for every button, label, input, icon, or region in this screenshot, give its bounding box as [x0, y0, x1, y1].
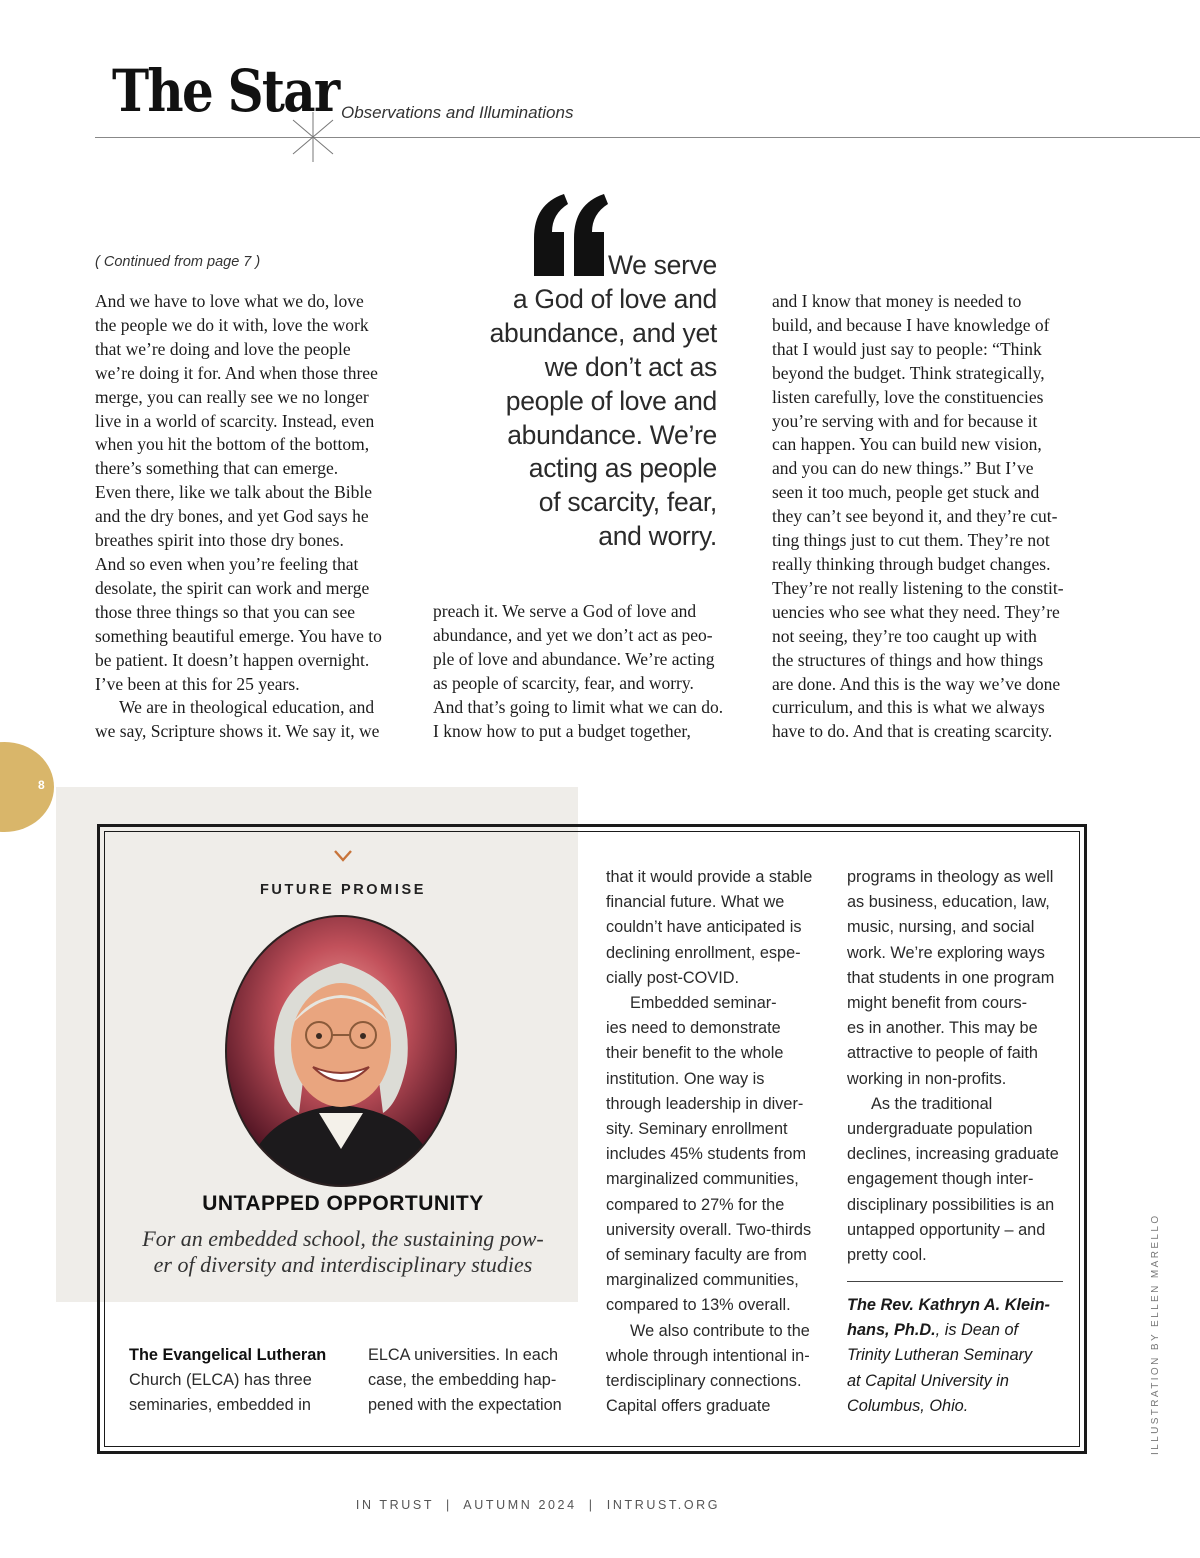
sidebar-column-1 [129, 1343, 326, 1419]
text-line: music, nursing, and social [847, 918, 1035, 937]
text-line: includes 45% students from [606, 1145, 807, 1164]
pull-quote-line: people of love and [505, 385, 717, 416]
text-line: compared to 27% for the [606, 1195, 785, 1214]
text-line: you’re serving with and for because it [772, 410, 1038, 431]
dek-line: For an embedded school, the sustaining pow- [142, 1226, 544, 1251]
text-line: listen carefully, love the constituencies [772, 386, 1044, 407]
bio-text: Columbus, Ohio. [847, 1396, 969, 1415]
text-line: working in non-profits. [847, 1069, 1007, 1088]
pull-quote-line: abundance. We’re [507, 419, 717, 450]
chevron-down-icon [332, 848, 354, 864]
text-line: I know how to put a budget together, [433, 720, 691, 741]
page-footer: IN TRUST | AUTUMN 2024 | INTRUST.ORG [355, 1498, 721, 1512]
pull-quote-line: abundance, and yet [489, 317, 717, 348]
page-number: 8 [38, 778, 45, 792]
text-line: not seeing, they’re too caught up with [772, 625, 1037, 646]
text-line: that it would provide a stable [606, 868, 813, 886]
section-subtitle: Observations and Illuminations [341, 103, 574, 122]
text-line: We also contribute to the [630, 1321, 810, 1340]
text-line: compared to 13% overall. [606, 1296, 791, 1315]
sidebar-column-3 [606, 865, 812, 1419]
text-line: pretty cool. [847, 1246, 927, 1265]
sidebar-lead-bold: The Evangelical Lutheran [129, 1346, 327, 1364]
text-line: untapped opportunity – and [847, 1220, 1046, 1239]
text-line: of seminary faculty are from [606, 1246, 807, 1265]
sidebar-column-2 [368, 1343, 562, 1419]
text-line: sity. Seminary enrollment [606, 1120, 788, 1139]
pull-quote-line: of scarcity, fear, [538, 487, 717, 518]
text-line: as people of scarcity, fear, and worry. [433, 672, 694, 693]
text-line: ies need to demonstrate [606, 1019, 781, 1038]
text-line: ple of love and abundance. We’re acting [433, 648, 715, 669]
pull-quote-line: We serve [607, 250, 717, 280]
text-line: institution. One way is [606, 1069, 765, 1088]
text-line: We are in theological education, and [119, 697, 375, 718]
text-line: I’ve been at this for 25 years. [95, 673, 300, 694]
text-line: programs in theology as well [847, 868, 1054, 886]
text-line: attractive to people of faith [847, 1044, 1038, 1063]
text-line: desolate, the spirit can work and merge [95, 577, 370, 598]
text-line: build, and because I have knowledge of [772, 314, 1050, 335]
text-line: case, the embedding hap- [368, 1371, 557, 1390]
text-line: Even there, like we talk about the Bible [95, 482, 372, 503]
text-line: really thinking through budget changes. [772, 553, 1051, 574]
header-rule [95, 137, 1200, 138]
bio-name-suffix: hans, Ph.D. [847, 1321, 936, 1340]
text-line: abundance, and yet we don’t act as peo- [433, 624, 713, 645]
text-line: Capital offers graduate [606, 1397, 771, 1416]
text-line: Embedded seminar- [630, 994, 777, 1013]
text-line: work. We’re exploring ways [847, 943, 1045, 962]
text-line: couldn’t have anticipated is [606, 918, 802, 937]
text-line: seminaries, embedded in [129, 1396, 311, 1415]
article-column-1 [95, 290, 415, 744]
sidebar-dek [104, 1226, 582, 1278]
text-line: the people we do it with, love the work [95, 314, 369, 335]
text-line: when you hit the bottom of the bottom, [95, 434, 370, 455]
text-line: and you can do new things.” But I’ve [772, 458, 1034, 479]
illustration-credit: ILLUSTRATION BY ELLEN MARELLO [1150, 1213, 1161, 1455]
text-line: marginalized communities, [606, 1170, 799, 1189]
text-line: be patient. It doesn’t happen overnight. [95, 649, 370, 670]
text-line: undergraduate population [847, 1120, 1033, 1139]
text-line: whole through intentional in- [606, 1346, 810, 1365]
text-line: marginalized communities, [606, 1271, 799, 1290]
text-line: preach it. We serve a God of love and [433, 601, 697, 621]
bio-divider [847, 1281, 1063, 1282]
text-line: cially post-COVID. [606, 968, 739, 987]
text-line: And so even when you’re feeling that [95, 553, 359, 574]
text-line: might benefit from cours- [847, 994, 1028, 1013]
text-line: engagement though inter- [847, 1170, 1034, 1189]
text-line: as business, education, law, [847, 893, 1050, 912]
text-line: we say, Scripture shows it. We say it, we [95, 721, 380, 742]
text-line: that students in one program [847, 968, 1055, 987]
text-line: terdisciplinary connections. [606, 1372, 802, 1391]
masthead-title: The Star [112, 57, 339, 125]
text-line: their benefit to the whole [606, 1044, 784, 1063]
text-line: live in a world of scarcity. Instead, even [95, 410, 375, 431]
text-line: financial future. What we [606, 893, 785, 912]
text-line: the structures of things and how things [772, 649, 1044, 670]
text-line: breathes spirit into those dry bones. [95, 530, 344, 551]
pull-quote-line: we don’t act as [544, 351, 717, 382]
text-line: disciplinary possibilities is an [847, 1195, 1055, 1214]
text-line: university overall. Two-thirds [606, 1220, 812, 1239]
bio-text: at Capital University in [847, 1371, 1009, 1390]
text-line: declines, increasing graduate [847, 1145, 1059, 1164]
pull-quote-line: and worry. [598, 521, 717, 552]
text-line: have to do. And that is creating scarcity. [772, 721, 1053, 742]
text-line: ELCA universities. In each [368, 1346, 559, 1364]
text-line: they can’t see beyond it, and they’re cut- [772, 506, 1058, 527]
text-line: that I would just say to people: “Think [772, 338, 1042, 359]
text-line: beyond the budget. Think strategically, [772, 362, 1045, 383]
text-line: And we have to love what we do, love [95, 291, 364, 311]
text-line: there’s something that can emerge. [95, 458, 339, 479]
sidebar-column-4 [847, 865, 1059, 1268]
bio-name-line: The Rev. Kathryn A. Klein- [847, 1296, 1050, 1314]
text-line: ting things just to cut them. They’re not [772, 530, 1050, 551]
text-line: merge, you can really see we no longer [95, 386, 369, 407]
article-column-3 [772, 290, 1092, 744]
text-line: declining enrollment, espe- [606, 943, 801, 962]
text-line: And that’s going to limit what we can do. [433, 696, 724, 717]
article-column-2 [433, 600, 753, 743]
text-line: seen it too much, people get stuck and [772, 482, 1040, 503]
text-line: curriculum, and this is what we always [772, 697, 1045, 718]
bio-text: Trinity Lutheran Seminary [847, 1346, 1033, 1365]
page-number-tab [0, 742, 54, 832]
text-line: are done. And this is the way we’ve done [772, 673, 1061, 694]
text-line: pened with the expectation [368, 1396, 562, 1415]
dek-line: er of diversity and interdisciplinary studies [153, 1252, 533, 1277]
text-line: can happen. You can build new vision, [772, 434, 1042, 455]
author-bio [847, 1293, 1050, 1419]
pull-quote-line: a God of love and [512, 283, 717, 314]
pull-quote [470, 249, 717, 554]
text-line: and I know that money is needed to [772, 291, 1022, 311]
sidebar-headline: UNTAPPED OPPORTUNITY [202, 1192, 484, 1215]
text-line: we’re doing it for. And when those three [95, 362, 378, 383]
text-line: and the dry bones, and yet God says he [95, 506, 369, 527]
portrait-illustration [223, 913, 459, 1189]
sidebar-kicker: FUTURE PROMISE [259, 882, 427, 898]
text-line: They’re not really listening to the constit- [772, 577, 1064, 598]
text-line: those three things so that you can see [95, 601, 356, 622]
bio-text: , is Dean of [935, 1321, 1019, 1340]
text-line: es in another. This may be [847, 1019, 1038, 1038]
pull-quote-line: acting as people [528, 453, 717, 484]
text-line: that we’re doing and love the people [95, 338, 351, 359]
text-line: As the traditional [871, 1094, 993, 1113]
text-line: through leadership in diver- [606, 1094, 804, 1113]
text-line: uencies who see what they need. They’re [772, 601, 1060, 622]
star-ornament-icon [290, 112, 336, 162]
text-line: something beautiful emerge. You have to [95, 625, 382, 646]
continued-note: ( Continued from page 7 ) [95, 254, 261, 270]
text-line: Church (ELCA) has three [129, 1371, 312, 1390]
